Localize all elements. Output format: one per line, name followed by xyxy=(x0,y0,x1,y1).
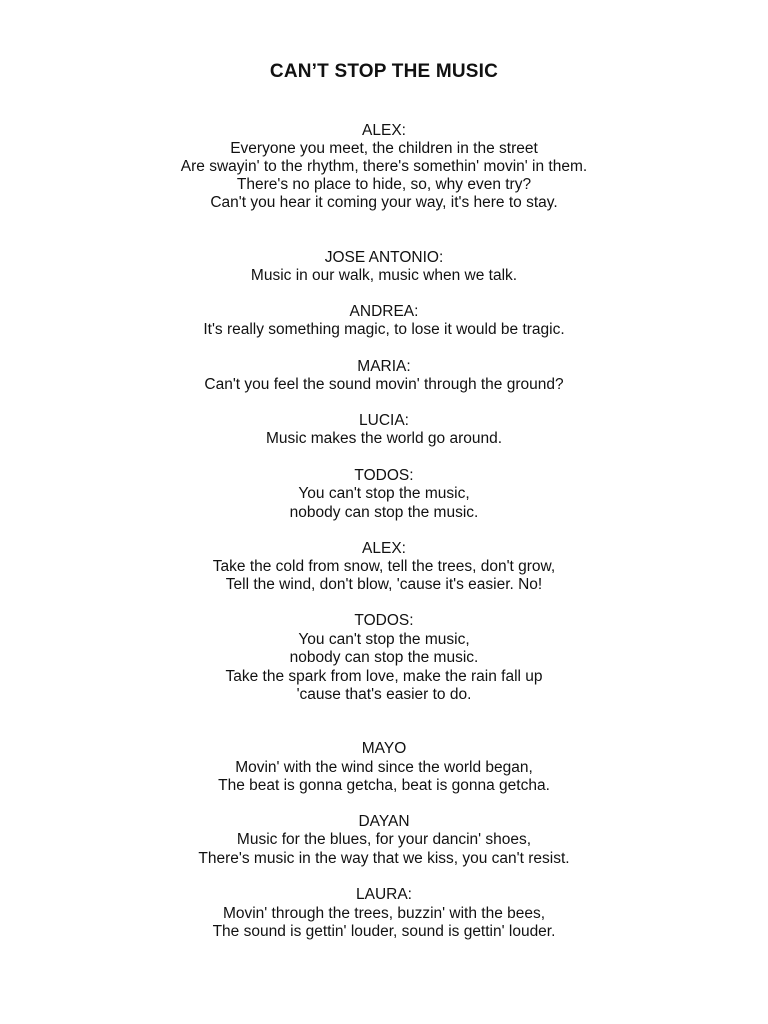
lyric-line: Can't you hear it coming your way, it's here to stay. xyxy=(210,194,558,211)
speaker-label: MAYO xyxy=(361,740,407,757)
speaker-label: LAURA: xyxy=(356,886,412,903)
lyric-line: Take the spark from love, make the rain fall up xyxy=(225,668,543,685)
lyric-line: It's really something magic, to lose it would be tragic. xyxy=(203,321,565,338)
lyric-line: nobody can stop the music. xyxy=(289,504,479,521)
speaker-label: MARIA: xyxy=(357,358,411,375)
lyric-line: The sound is gettin' louder, sound is gettin' louder. xyxy=(212,923,556,940)
lyric-line: There's music in the way that we kiss, you can't resist. xyxy=(198,850,570,867)
speaker-label: ALEX: xyxy=(362,540,406,557)
lyric-line: Movin' through the trees, buzzin' with the bees, xyxy=(222,905,546,922)
lyric-line: You can't stop the music, xyxy=(298,485,470,502)
lyric-line: Music in our walk, music when we talk. xyxy=(250,267,518,284)
lyric-line: Movin' with the wind since the world began, xyxy=(235,759,533,776)
lyric-line: Are swayin' to the rhythm, there's somethin' movin' in them. xyxy=(180,158,588,175)
speaker-label: LUCIA: xyxy=(359,412,409,429)
lyric-line: nobody can stop the music. xyxy=(289,649,479,666)
lyric-line: Tell the wind, don't blow, 'cause it's easier. No! xyxy=(225,576,543,593)
page-title: CAN’T STOP THE MUSIC xyxy=(269,61,499,82)
lyric-line: Can't you feel the sound movin' through the ground? xyxy=(204,376,564,393)
lyric-line: Music makes the world go around. xyxy=(265,430,503,447)
speaker-label: TODOS: xyxy=(354,612,414,629)
speaker-label: DAYAN xyxy=(358,813,410,830)
lyric-line: There's no place to hide, so, why even try? xyxy=(236,176,532,193)
speaker-label: TODOS: xyxy=(354,467,414,484)
speaker-label: ANDREA: xyxy=(349,303,419,320)
lyric-line: The beat is gonna getcha, beat is gonna getcha. xyxy=(218,777,550,794)
speaker-label: JOSE ANTONIO: xyxy=(324,249,444,266)
lyric-line: You can't stop the music, xyxy=(298,631,470,648)
lyric-line: Everyone you meet, the children in the street xyxy=(230,140,538,157)
speaker-label: ALEX: xyxy=(362,122,406,139)
lyric-line: 'cause that's easier to do. xyxy=(296,686,472,703)
lyric-line: Take the cold from snow, tell the trees, don't grow, xyxy=(212,558,556,575)
lyric-line: Music for the blues, for your dancin' shoes, xyxy=(236,831,532,848)
